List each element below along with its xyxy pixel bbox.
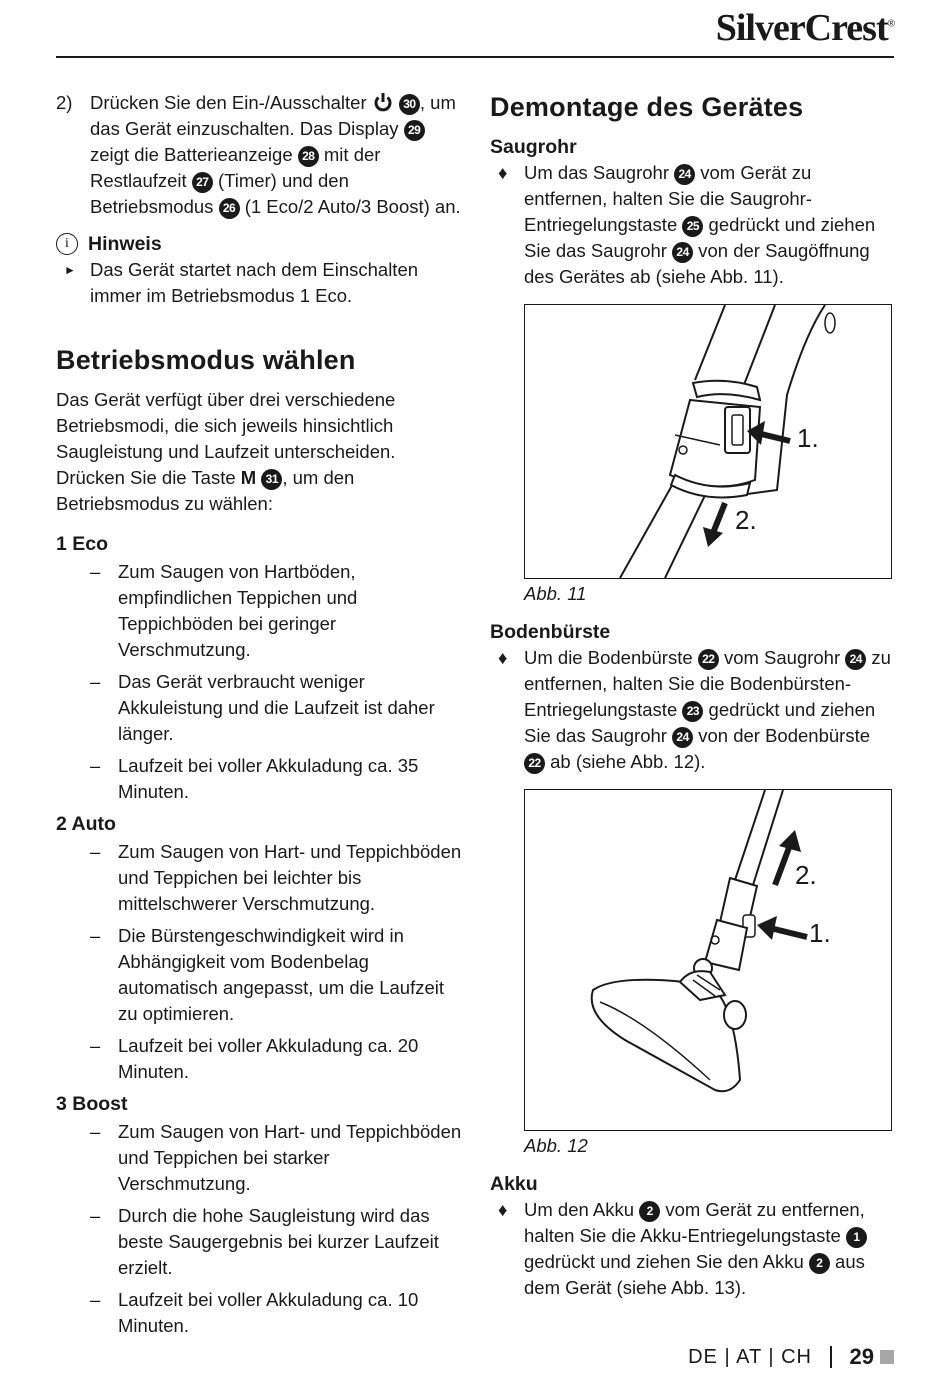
dash-bullet: – bbox=[90, 1289, 101, 1310]
mode-heading: 1 Eco bbox=[56, 533, 109, 555]
figure-11-label-2: 2. bbox=[735, 505, 757, 535]
header-rule bbox=[56, 56, 894, 58]
mode-list-item: – Zum Saugen von Hart- und Teppichböden und Teppichen bei starker Verschmutzung. bbox=[90, 1121, 462, 1194]
figure-12-caption: Abb. 12 bbox=[524, 1135, 588, 1156]
mode-list bbox=[56, 531, 464, 1339]
mode-list-item: – Laufzeit bei voller Akkuladung ca. 10 Minuten. bbox=[90, 1289, 419, 1336]
mode-list-item: – Laufzeit bei voller Akkuladung ca. 35 Minuten. bbox=[90, 755, 419, 802]
diamond-bullet-icon: ♦ bbox=[498, 647, 508, 668]
mode-list-item: – Laufzeit bei voller Akkuladung ca. 20 Minuten. bbox=[90, 1035, 419, 1082]
dash-bullet: – bbox=[90, 561, 101, 582]
mode-list-item: – Zum Saugen von Hart- und Teppichböden und Teppichen bei leichter bis mittelschwerer Verschmutzung. bbox=[90, 841, 462, 914]
info-icon: i bbox=[56, 233, 78, 255]
saugrohr-instruction: ♦ Um das Saugrohr 24 vom Gerät zu entfernen, halten Sie die Saugrohr-Entriegelungstaste 25 gedrückt und ziehen Sie das Saugrohr 24 von der Saugöffnung des Gerätes ab (siehe Abb. 11). bbox=[498, 162, 876, 287]
brand-logo: SilverCrest® bbox=[715, 7, 894, 49]
mode-list-item: – Zum Saugen von Hartböden, empfindlichen Teppichen und Teppichböden bei geringer Verschmutzung. bbox=[90, 561, 358, 660]
akku-instruction: ♦ Um den Akku 2 vom Gerät zu entfernen, halten Sie die Akku-Entriegelungstaste 1 gedrückt und ziehen Sie den Akku 2 aus dem Gerät (siehe Abb. 13). bbox=[490, 1197, 894, 1301]
hint-heading: i Hinweis bbox=[56, 231, 464, 257]
tube-release-illustration bbox=[525, 305, 891, 578]
dash-bullet: – bbox=[90, 1205, 101, 1226]
dash-bullet: – bbox=[90, 925, 101, 946]
dash-bullet: – bbox=[90, 1121, 101, 1142]
mode-list-item: – Die Bürstengeschwindigkeit wird in Abhängigkeit vom Bodenbelag automatisch angepasst, um die Laufzeit zu optimieren. bbox=[90, 925, 444, 1024]
dash-bullet: – bbox=[90, 755, 101, 776]
section-title: Betriebsmodus wählen bbox=[56, 345, 356, 375]
step-2: 2) Drücken Sie den Ein-/Ausschalter 30 , um das Gerät einzuschalten. Das Display 29 zeigt die Batterieanzeige 28 mit der Restlaufzeit 27 (Timer) und den Betriebsmodus 26 (1 Eco/2 Auto/3 Boost) an. bbox=[56, 92, 461, 217]
diamond-bullet-icon: ♦ bbox=[498, 162, 508, 183]
saugrohr-heading: Saugrohr bbox=[490, 136, 577, 158]
pointer-icon: ► bbox=[64, 263, 76, 277]
mode-list-item: – Durch die hohe Saugleistung wird das beste Saugergebnis bei kurzer Laufzeit erzielt. bbox=[90, 1205, 439, 1278]
dash-bullet: – bbox=[90, 841, 101, 862]
page-marker-square bbox=[880, 1350, 894, 1364]
mode-list-item: – Das Gerät verbraucht weniger Akkuleistung und die Laufzeit ist daher länger. bbox=[90, 671, 435, 744]
footer-divider bbox=[830, 1346, 832, 1368]
figure-11-caption: Abb. 11 bbox=[524, 583, 587, 604]
page-footer bbox=[688, 1344, 894, 1370]
dash-bullet: – bbox=[90, 1035, 101, 1056]
dash-bullet: – bbox=[90, 671, 101, 692]
right-title: Demontage des Gerätes bbox=[490, 92, 804, 122]
akku-heading: Akku bbox=[490, 1173, 538, 1195]
language-codes: DE | AT | CH bbox=[688, 1345, 813, 1368]
figure-11-label-1: 1. bbox=[797, 423, 819, 453]
bodenbuerste-heading: Bodenbürste bbox=[490, 621, 611, 643]
brush-release-illustration bbox=[525, 790, 891, 1130]
diamond-bullet-icon: ♦ bbox=[498, 1199, 508, 1220]
bodenbuerste-instruction: ♦ Um die Bodenbürste 22 vom Saugrohr 24 zu entfernen, halten Sie die Bodenbürsten-Entriegelungstaste 23 gedrückt und ziehen Sie das Saugrohr 24 von der Bodenbürste 22 ab (siehe Abb. 12). bbox=[498, 647, 891, 772]
hint-text: ► Das Gerät startet nach dem Einschalten immer im Betriebsmodus 1 Eco. bbox=[64, 259, 419, 306]
figure-12 bbox=[524, 789, 892, 1131]
section-intro: Das Gerät verfügt über drei verschiedene Betriebsmodi, die sich jeweils hinsichtlich Saugleistung und Laufzeit unterscheiden. Drücken Sie die Taste M 31 , um den Betriebsmodus zu wählen: bbox=[56, 389, 396, 514]
mode-heading: 3 Boost bbox=[56, 1093, 128, 1115]
power-icon bbox=[372, 91, 394, 113]
page-number: 29 bbox=[849, 1344, 874, 1369]
figure-12-label-2: 2. bbox=[795, 860, 817, 890]
mode-heading: 2 Auto bbox=[56, 813, 116, 835]
figure-11 bbox=[524, 304, 892, 579]
right-column bbox=[490, 90, 894, 1301]
figure-12-label-1: 1. bbox=[809, 918, 831, 948]
left-column bbox=[56, 90, 464, 1339]
